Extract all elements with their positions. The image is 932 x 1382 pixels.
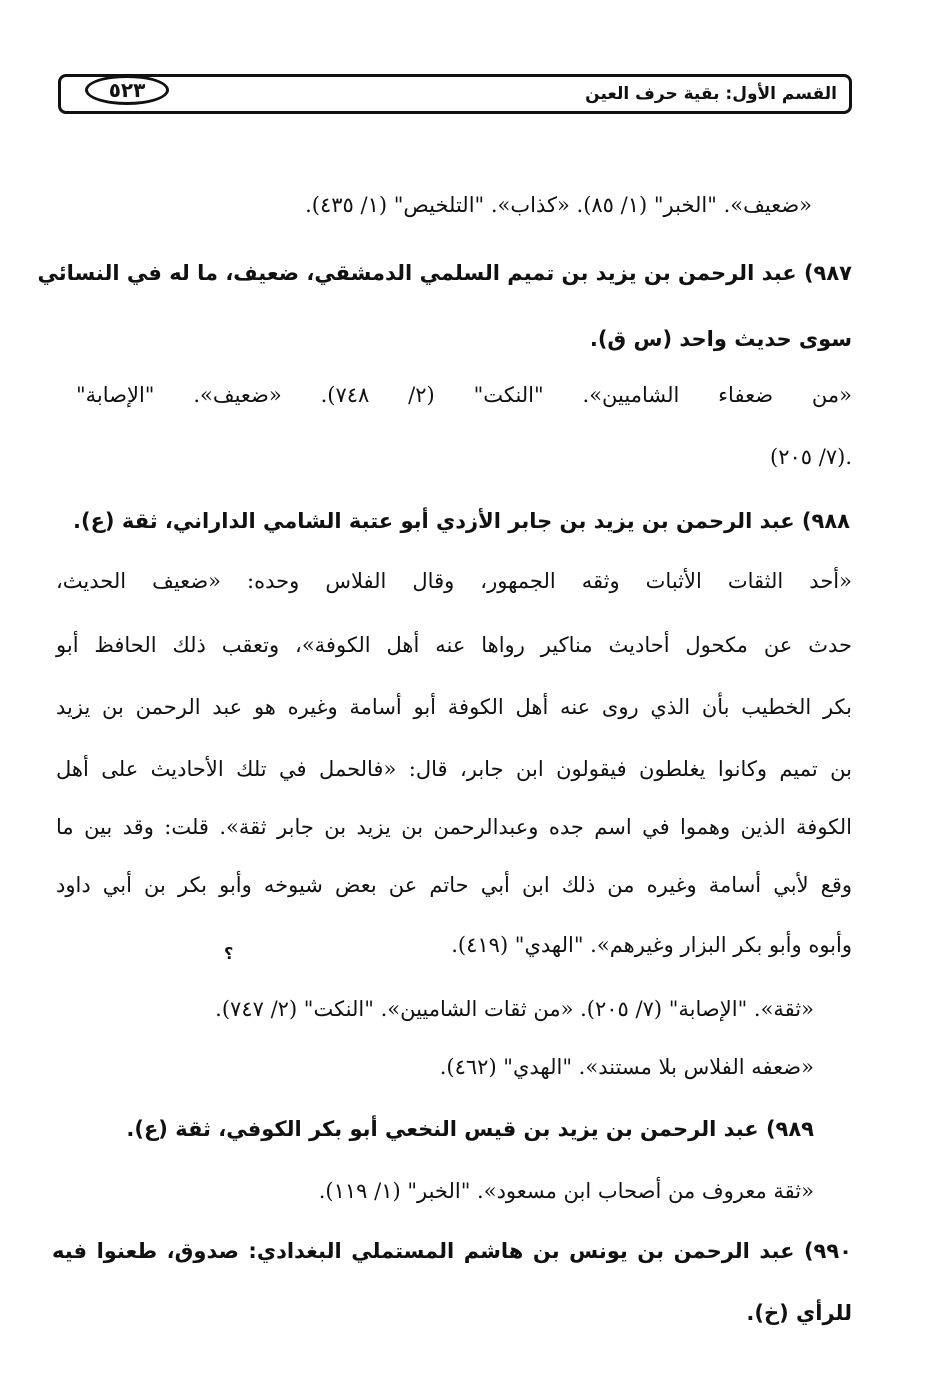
text-line: بكر الخطيب بأن الذي روى عنه أهل الكوفة أبو أسامة وغيره هو عبد الرحمن بن يزيد — [56, 695, 852, 719]
text-line: «ثقة معروف من أصحاب ابن مسعود». "الخبر" (١/ ١١٩). — [318, 1179, 814, 1203]
entry-990: ٩٩٠) عبد الرحمن بن يونس بن هاشم المستملي البغدادي: صدوق، طعنوا فيه — [52, 1239, 852, 1263]
text-line: «ضعفه الفلاس بلا مستند». "الهدي" (٤٦٢). — [439, 1055, 814, 1079]
text-line: للرأي (خ). — [746, 1301, 852, 1325]
stray-mark: ؟ — [224, 944, 234, 963]
text-line: وقع لأبي أسامة وغيره من ذلك ابن أبي حاتم عن بعض شيوخه وأبو بكر بن أبي داود — [56, 873, 852, 897]
text-line: الكوفة الذين وهموا في اسم جده وعبدالرحمن بن يزيد بن جابر ثقة». قلت: وقد بين ما — [56, 815, 852, 839]
entry-988: ٩٨٨) عبد الرحمن بن يزيد بن جابر الأزدي أبو عتبة الشامي الداراني، ثقة (ع). — [73, 509, 850, 533]
header-title: القسم الأول: بقية حرف العين — [585, 84, 837, 104]
entry-989: ٩٨٩) عبد الرحمن بن يزيد بن قيس النخعي أبو بكر الكوفي، ثقة (ع). — [126, 1117, 814, 1141]
text-line: «أحد الثقات الأثبات وثقه الجمهور، وقال الفلاس وحده: «ضعيف الحديث، — [56, 569, 852, 593]
text-line: «من ضعفاء الشاميين». "النكت" (٢/ ٧٤٨). «ضعيف». "الإصابة" — [76, 383, 852, 407]
text-line: سوى حديث واحد (س ق). — [589, 327, 852, 351]
text-line: «ثقة». "الإصابة" (٧/ ٢٠٥). «من ثقات الشاميين». "النكت" (٢/ ٧٤٧). — [215, 997, 814, 1021]
text-line: بن تميم وكانوا يغلطون فيقولون ابن جابر، قال: «فالحمل في تلك الأحاديث على أهل — [56, 757, 852, 781]
text-line: وأبوه وأبو بكر البزار وغيرهم». "الهدي" (٤١٩). — [451, 933, 852, 957]
text-line: «ضعيف». "الخبر" (١/ ٨٥). «كذاب». "التلخيص" (١/ ٤٣٥). — [305, 193, 812, 217]
text-line: حدث عن مكحول أحاديث مناكير رواها عنه أهل الكوفة»، وتعقب ذلك الحافظ أبو — [56, 633, 852, 657]
text-line: (٧/ ٢٠٥). — [770, 445, 852, 469]
entry-987: ٩٨٧) عبد الرحمن بن يزيد بن تميم السلمي الدمشقي، ضعيف، ما له في النسائي — [37, 261, 852, 285]
page-number: ٥٢٣ — [85, 75, 169, 105]
